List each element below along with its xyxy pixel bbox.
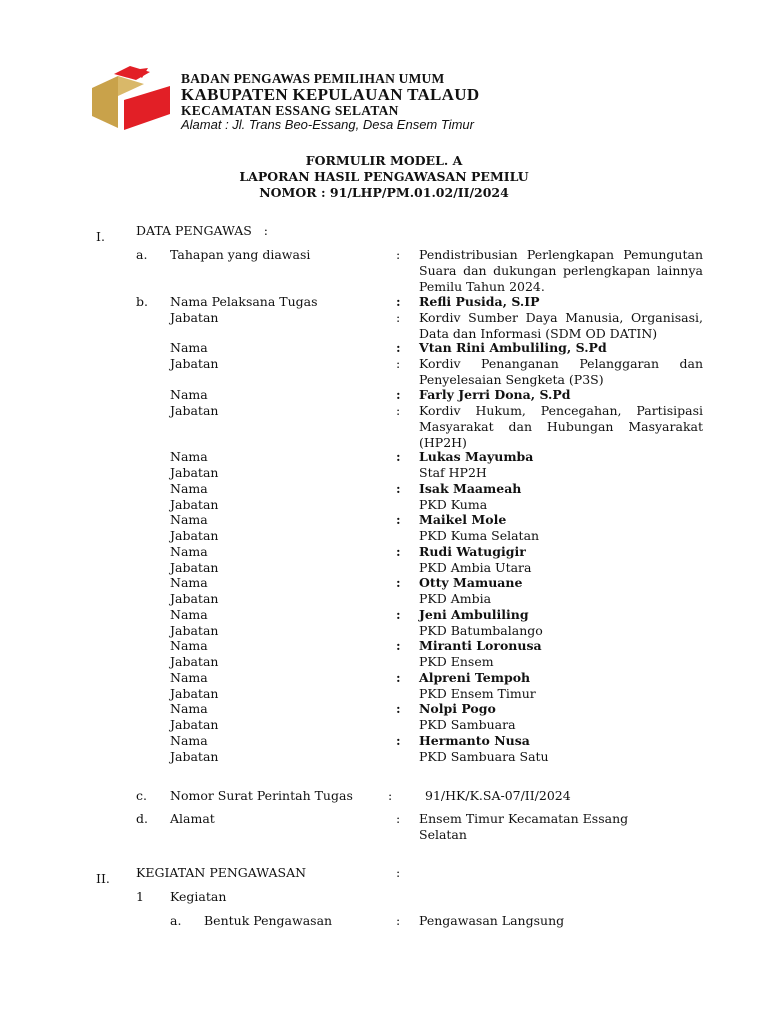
item-c-value: 91/HK/K.SA-07/II/2024 [425,788,571,803]
item1a-colon: : [396,913,401,928]
person-name-label: Nama [170,733,208,748]
person-jabatan: PKD Kuma Selatan [419,528,540,543]
person-jabatan-colon: : [396,403,401,418]
item-d-value: Ensem Timur Kecamatan Essang Selatan [419,811,629,842]
item1a-value: Pengawasan Langsung [419,913,565,928]
person-name-label: Nama [170,340,208,355]
person-jabatan: Staf HP2H [419,465,487,480]
person-jabatan: PKD Kuma [419,497,488,512]
report-number: NOMOR : 91/LHP/PM.01.02/II/2024 [259,185,509,200]
person-name: Vtan Rini Ambuliling, S.Pd [419,340,607,355]
person-jabatan-colon: : [396,310,401,325]
person-name-label: Nama [170,481,208,496]
person-name-colon: : [396,701,401,716]
item-a-field: Tahapan yang diawasi [170,247,311,262]
person-jabatan: PKD Ambia [419,591,492,606]
person-name-label: Nama [170,638,208,653]
person-name-label: Nama [170,575,208,590]
person-name-colon: : [396,575,401,590]
person-jabatan-label: Jabatan [170,403,219,418]
item-c-colon: : [388,788,393,803]
item1-label: Kegiatan [170,889,227,904]
person-name-colon: : [396,670,401,685]
letterhead-address: Alamat : Jl. Trans Beo-Essang, Desa Ensem Timur [181,117,474,132]
person-name: Refli Pusida, S.IP [419,294,540,309]
person-name-colon: : [396,512,401,527]
person-name-colon: : [396,340,401,355]
person-jabatan-label: Jabatan [170,560,219,575]
person-name-label: Nama [170,512,208,527]
person-jabatan: Kordiv Sumber Daya Manusia, Organisasi, Data dan Informasi (SDM OD DATIN) [419,310,703,341]
person-name-colon: : [396,481,401,496]
item-c-field: Nomor Surat Perintah Tugas [170,788,353,803]
section2-heading: KEGIATAN PENGAWASAN [136,865,307,880]
item1a-field: Bentuk Pengawasan [204,913,333,928]
item-c-label: c. [136,788,147,803]
person-name-colon: : [396,607,401,622]
person-jabatan-label: Jabatan [170,528,219,543]
person-name-label: Nama [170,607,208,622]
person-name-colon: : [396,638,401,653]
item-d-field: Alamat [170,811,215,826]
item1-number: 1 [136,889,144,904]
person-jabatan: PKD Ensem [419,654,494,669]
person-name: Otty Mamuane [419,575,523,590]
person-jabatan-label: Jabatan [170,717,219,732]
person-name-label: Nama [170,387,208,402]
person-jabatan: PKD Ambia Utara [419,560,532,575]
person-jabatan-colon: : [396,356,401,371]
person-name-label: Nama [170,670,208,685]
bawaslu-logo [88,66,174,132]
person-jabatan-label: Jabatan [170,623,219,638]
letterhead-district: KECAMATAN ESSANG SELATAN [181,103,399,118]
item-a-colon: : [396,247,401,262]
person-name-colon: : [396,733,401,748]
person-name: Alpreni Tempoh [419,670,531,685]
section2-number: II. [96,871,110,886]
person-jabatan: PKD Ensem Timur [419,686,536,701]
item-d-colon: : [396,811,401,826]
person-jabatan-label: Jabatan [170,310,219,325]
person-jabatan: Kordiv Penanganan Pelanggaran dan Penyelesaian Sengketa (P3S) [419,356,703,387]
person-name-label: Nama [170,544,208,559]
form-title: FORMULIR MODEL. A [305,153,463,168]
person-name-colon: : [396,449,401,464]
item-a-value: Pendistribusian Perlengkapan Pemungutan Suara dan dukungan perlengkapan lainnya Pemilu Tahun 2024. [419,247,703,294]
person-name-label: Nama [170,701,208,716]
item-a-label: a. [136,247,148,262]
person-jabatan-label: Jabatan [170,654,219,669]
person-name-colon: : [396,387,401,402]
person-jabatan: PKD Sambuara [419,717,516,732]
person-jabatan-label: Jabatan [170,749,219,764]
person-jabatan: Kordiv Hukum, Pencegahan, Partisipasi Masyarakat dan Hubungan Masyarakat (HP2H) [419,403,703,450]
person-jabatan: PKD Batumbalango [419,623,543,638]
item-b-label: b. [136,294,148,309]
person-jabatan-label: Jabatan [170,686,219,701]
person-name-colon: : [396,294,401,309]
person-jabatan-label: Jabatan [170,591,219,606]
person-name-colon: : [396,544,401,559]
person-name-label: Nama [170,449,208,464]
section2-colon: : [396,865,401,880]
person-name: Rudi Watugigir [419,544,526,559]
person-name: Isak Maameah [419,481,522,496]
letterhead-region: KABUPATEN KEPULAUAN TALAUD [181,85,480,104]
person-jabatan-label: Jabatan [170,465,219,480]
item-d-label: d. [136,811,148,826]
item1a-label: a. [170,913,182,928]
person-name: Hermanto Nusa [419,733,530,748]
section1-number: I. [96,229,105,244]
item-b-field: Nama Pelaksana Tugas [170,294,318,309]
person-name: Maikel Mole [419,512,507,527]
report-title: LAPORAN HASIL PENGAWASAN PEMILU [239,169,529,184]
section1-heading: DATA PENGAWAS : [136,223,268,238]
letterhead-org: BADAN PENGAWAS PEMILIHAN UMUM [181,71,445,86]
person-name: Nolpi Pogo [419,701,496,716]
person-name: Miranti Loronusa [419,638,542,653]
person-jabatan: PKD Sambuara Satu [419,749,549,764]
person-jabatan-label: Jabatan [170,497,219,512]
person-name: Farly Jerri Dona, S.Pd [419,387,571,402]
person-name: Jeni Ambuliling [419,607,529,622]
person-name: Lukas Mayumba [419,449,534,464]
person-jabatan-label: Jabatan [170,356,219,371]
